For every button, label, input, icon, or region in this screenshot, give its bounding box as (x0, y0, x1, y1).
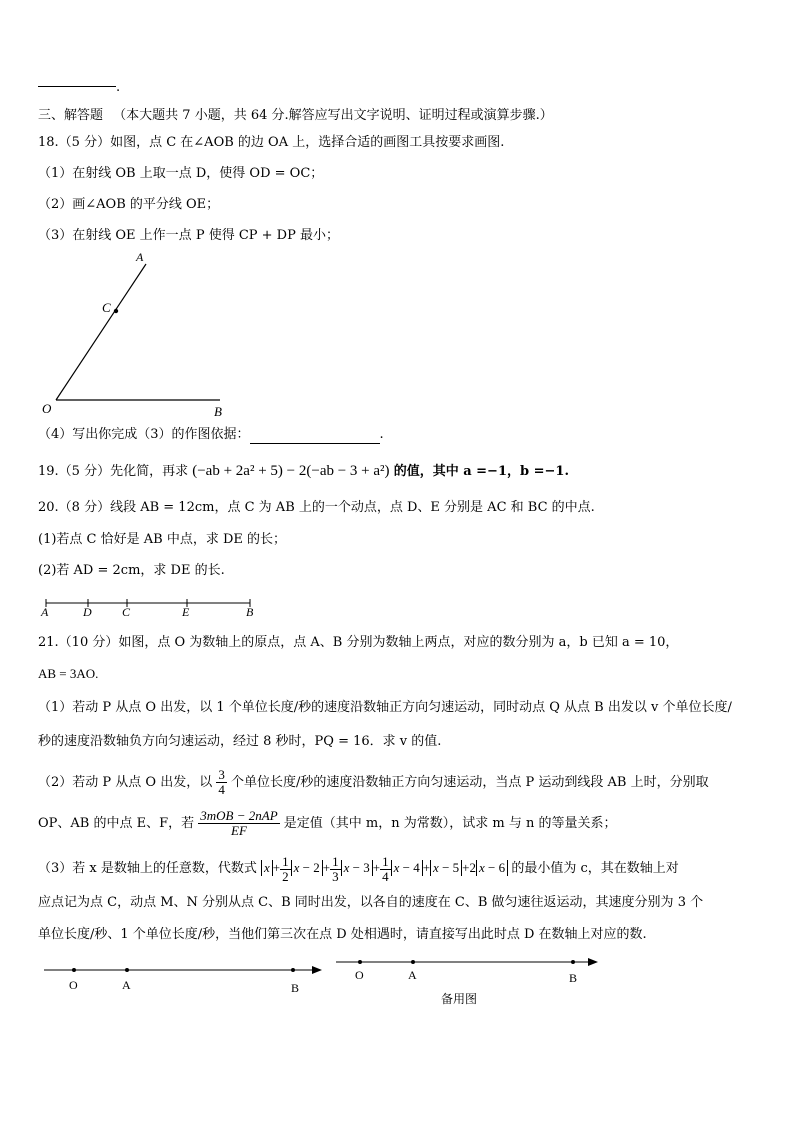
section-heading (38, 107, 553, 125)
axis-point-O (72, 968, 76, 972)
seg-label-D: D (83, 605, 92, 619)
q18-part4: （4）写出你完成（3）的作图依据： . (38, 427, 384, 442)
seg-label-B: B (246, 605, 254, 619)
axis-point-B (291, 968, 295, 972)
ray-OA (56, 264, 146, 400)
point-C (114, 309, 118, 313)
answer-blank-period: . (116, 80, 121, 95)
absolute-value-expression: x + $\frac{1}{2}$ x − 2 + $\frac{1}{3}$ x − 3 + $\frac{1}{4}$ x − 4 + x − 5 +2 x − 6 (261, 860, 511, 875)
q21-part3c: 单位长度/秒、1 个单位长度/秒，当他们第三次在点 D 处相遇时，请直接写出此时点 D 在数轴上对应的数. (38, 927, 647, 942)
axis-label-B: B (291, 981, 300, 995)
label-O: O (42, 401, 52, 416)
axis-point-A (125, 968, 129, 972)
q21-part2a-pre: （2）若动 P 从点 O 出发，以 (38, 775, 213, 790)
q19-tail: 的值，其中 a =−1，b =−1. (393, 464, 569, 479)
ratio-numerator: 3mOB − 2nAP (200, 808, 278, 823)
spare-figure-caption: 备用图 (441, 992, 478, 1006)
spare-label-A: A (408, 968, 417, 982)
q21-head2: AB = 3AO. (38, 666, 99, 681)
label-A: A (136, 250, 144, 264)
axis-arrow-icon (312, 966, 322, 974)
q21-part1b: 秒的速度沿数轴负方向匀速运动，经过 8 秒时，PQ = 16．求 v 的值. (38, 734, 442, 749)
q21-part2a (38, 766, 709, 800)
axis-label-O: O (69, 978, 78, 992)
q21-part3a (38, 850, 679, 887)
number-line-main (38, 960, 328, 1000)
section-note: （本大题共 7 小题，共 64 分.解答应写出文字说明、证明过程或演算步骤.） (113, 108, 553, 123)
q21-part2b-post: 是定值（其中 m，n 为常数），试求 m 与 n 的等量关系； (283, 816, 617, 831)
q21-part1a: （1）若动 P 从点 O 出发，以 1 个单位长度/秒的速度沿数轴正方向匀速运动，同时动点 Q 从点 B 出发以 v 个单位长度/ (38, 700, 732, 715)
spare-axis-arrow-icon (588, 958, 598, 966)
spare-point-O (358, 960, 362, 964)
q20-part1: (1)若点 C 恰好是 AB 中点，求 DE 的长； (38, 532, 287, 547)
ratio-denominator: EF (231, 823, 247, 838)
q21-part3a-pre: （3）若 x 是数轴上的任意数，代数式 (38, 861, 257, 876)
q18-part3: （3）在射线 OE 上作一点 P 使得 CP + DP 最小； (38, 228, 339, 243)
spare-point-A (411, 960, 415, 964)
axis-label-A: A (122, 978, 131, 992)
seg-label-C: C (122, 605, 131, 619)
fraction-denominator: 4 (218, 782, 225, 797)
q21-part3a-post: 的最小值为 c，其在数轴上对 (511, 861, 679, 876)
q18-part2: （2）画∠AOB 的平分线 OE； (38, 197, 220, 212)
q21-part2b (38, 806, 616, 842)
seg-label-E: E (182, 605, 190, 619)
answer-blank-line (38, 86, 116, 87)
spare-label-O: O (355, 968, 364, 982)
segment-figure (38, 596, 268, 620)
q21-part2b-pre: OP、AB 的中点 E、F，若 (38, 816, 195, 831)
spare-label-B: B (569, 971, 578, 985)
label-C: C (102, 300, 111, 315)
q21-part2a-post: 个单位长度/秒的速度沿数轴正方向匀速运动，当点 P 运动到线段 AB 上时，分别取 (231, 775, 709, 790)
q20-part2: (2)若 AD = 2cm，求 DE 的长. (38, 563, 225, 578)
answer-underline (250, 431, 380, 444)
q18-head: 18.（5 分）如图，点 C 在∠AOB 的边 OA 上，选择合适的画图工具按要求画图. (38, 135, 505, 150)
q19-head: 19.（5 分）先化简，再求 (38, 464, 189, 479)
fraction-ratio (198, 809, 279, 838)
q21-part3b: 应点记为点 C，动点 M、N 分别从点 C、B 同时出发，以各自的速度在 C、B 做匀速往返运动，其速度分别为 3 个 (38, 895, 704, 910)
fraction-three-quarters (216, 768, 227, 797)
q19 (38, 462, 569, 481)
fraction-numerator: 3 (218, 767, 225, 782)
q18-part4-text: （4）写出你完成（3）的作图依据： (38, 427, 250, 442)
q21-head: 21.（10 分）如图，点 O 为数轴上的原点，点 A、B 分别为数轴上两点，对应的数分别为 a，b 已知 a = 10， (38, 635, 679, 650)
label-B: B (214, 404, 222, 419)
q20-head: 20.（8 分）线段 AB = 12cm，点 C 为 AB 上的一个动点，点 D、E 分别是 AC 和 BC 的中点. (38, 500, 595, 515)
q18-part1: （1）在射线 OB 上取一点 D，使得 OD = OC； (38, 166, 324, 181)
spare-point-B (571, 960, 575, 964)
seg-label-A: A (41, 605, 49, 619)
angle-figure (38, 248, 238, 423)
section-title: 三、解答题 (38, 108, 104, 123)
q19-expression: (−ab + 2a² + 5) − 2(−ab − 3 + a²) (192, 463, 390, 479)
